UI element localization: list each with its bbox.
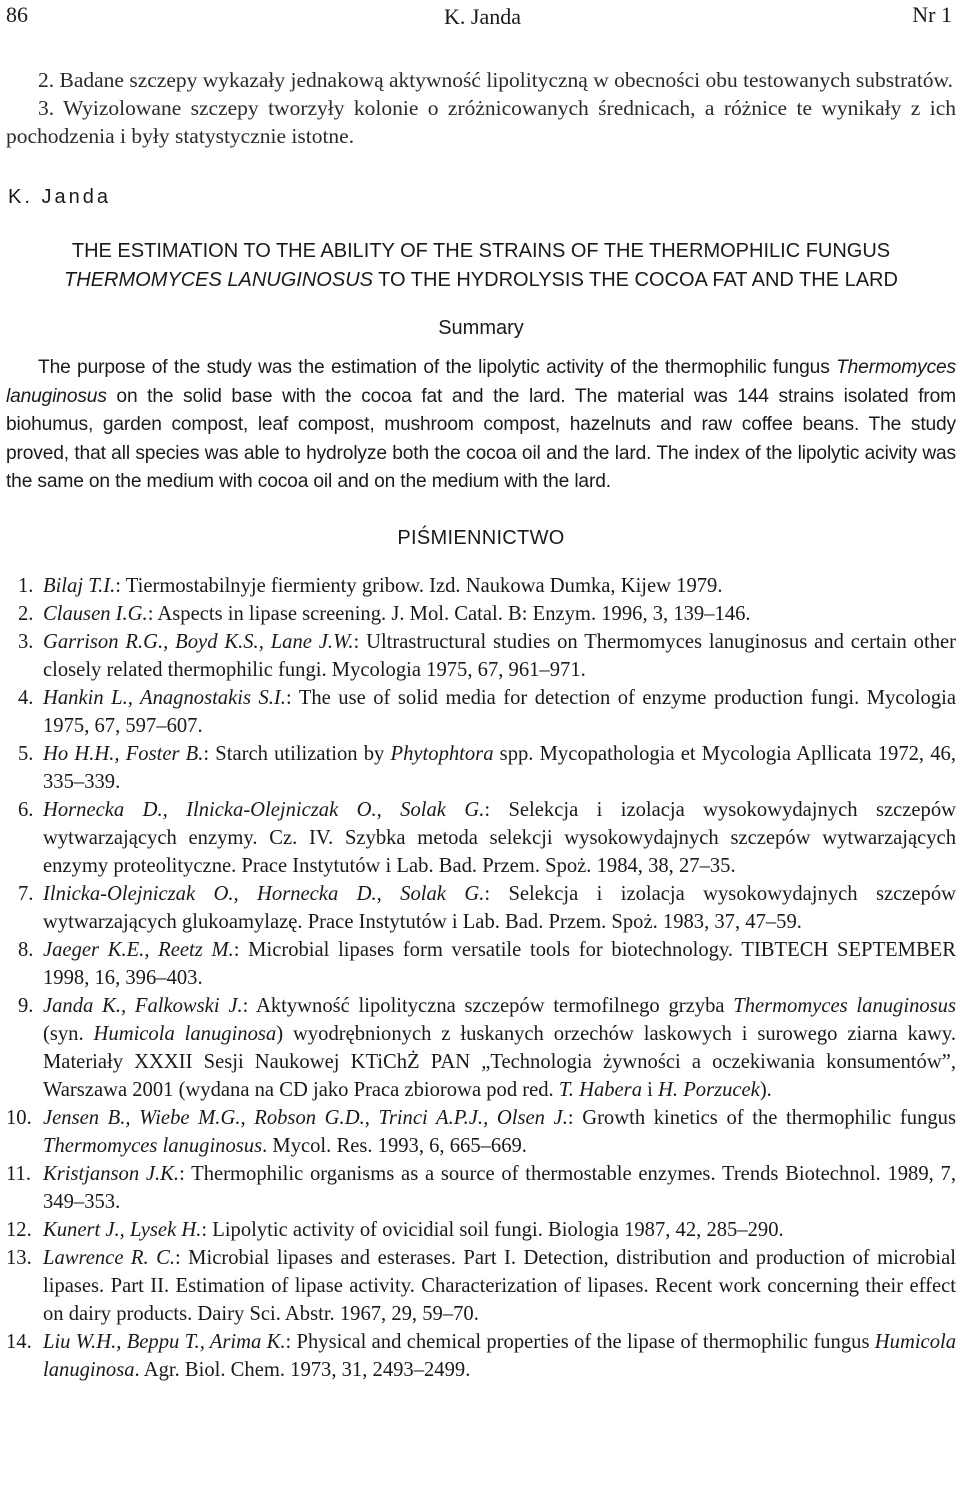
- conclusion-item: 3. Wyizolowane szczepy tworzyły kolonie o zróżnicowanych średnicach, a różnice te wynikały z ich pochodzenia i były statystycznie istotne.: [6, 96, 956, 148]
- reference-item: [6, 740, 956, 796]
- reference-number: 7.: [18, 882, 34, 905]
- reference-italic: Humicola lanuginosa: [43, 1330, 957, 1381]
- reference-italic: Ilnicka-Olejniczak O., Hornecka D., Solak G.: [43, 882, 485, 905]
- reference-italic: Garrison R.G., Boyd K.S., Lane J.W.: [43, 630, 354, 653]
- reference-italic: Lawrence R. C.: [43, 1246, 175, 1269]
- reference-item: [6, 1244, 956, 1328]
- reference-text: : Microbial lipases and esterases. Part I. Detection, distribution and production of microbial lipases. Part II. Estimation of lipase activity. Characterization of lipases. Recent work concerning their effect on dairy products. Dairy Sci. Abstr. 1967, 29, 59–70.: [43, 1246, 956, 1325]
- reference-text: : Microbial lipases form versatile tools for biotechnology. TIBTECH SEPTEMBER 1998, 16, 396–403.: [43, 938, 957, 989]
- reference-text: . Mycol. Res. 1993, 6, 665–669.: [262, 1134, 527, 1157]
- reference-italic: Thermomyces lanuginosus: [733, 994, 956, 1017]
- reference-item: [6, 936, 956, 992]
- reference-number: 6.: [18, 798, 34, 821]
- reference-item: [6, 1216, 956, 1244]
- reference-number: 8.: [18, 938, 34, 961]
- reference-text: : Tiermostabilnyje fiermienty gribow. Izd. Naukowa Dumka, Kijew 1979.: [115, 574, 723, 597]
- reference-number: 12.: [6, 1218, 32, 1241]
- summary-italic: Thermomyces lanuginosus: [6, 357, 956, 407]
- title-text: THE ESTIMATION TO THE ABILITY OF THE STRAINS OF THE THERMOPHILIC FUNGUS: [71, 240, 891, 262]
- reference-text: : Lipolytic activity of ovicidial soil fungi. Biologia 1987, 42, 285–290.: [201, 1218, 784, 1241]
- running-head: K. Janda: [444, 4, 521, 29]
- reference-item: [6, 992, 956, 1104]
- reference-text: : The use of solid media for detection of enzyme production fungi. Mycologia 1975, 67, 597–607.: [43, 686, 957, 737]
- reference-italic: Hornecka D., Ilnicka-Olejniczak O., Solak G.: [43, 798, 485, 821]
- reference-item: [6, 628, 956, 684]
- reference-text: : Ultrastructural studies on Thermomyces lanuginosus and certain other closely related thermophilic fungi. Mycologia 1975, 67, 961–971.: [43, 630, 956, 681]
- reference-number: 5.: [18, 742, 34, 765]
- reference-number: 2.: [18, 602, 34, 625]
- references-list: [6, 572, 956, 1384]
- references-heading: PIŚMIENNICTWO: [397, 526, 565, 549]
- reference-item: [6, 684, 956, 740]
- title-italic: THERMOMYCES LANUGINOSUS: [64, 269, 373, 291]
- reference-number: 11.: [6, 1162, 31, 1185]
- summary-body: [6, 354, 956, 497]
- reference-text: . Agr. Biol. Chem. 1973, 31, 2493–2499.: [134, 1358, 471, 1381]
- title-text: TO THE HYDROLYSIS THE COCOA FAT AND THE LARD: [372, 269, 898, 291]
- reference-text: : Selekcja i izolacja wysokowydajnych szczepów wytwarzających glukoamylazę. Prace Instytutów i Lab. Bad. Przem. Spoż. 1983, 37, 47–59.: [43, 882, 956, 933]
- conclusions: [6, 66, 956, 150]
- reference-number: 3.: [18, 630, 34, 653]
- reference-italic: Jensen B., Wiebe M.G., Robson G.D., Trinci A.P.J., Olsen J.: [43, 1106, 568, 1129]
- english-title: [6, 237, 956, 295]
- reference-item: [6, 1104, 956, 1160]
- reference-italic: Thermomyces lanuginosus: [43, 1134, 263, 1157]
- reference-italic: Janda K., Falkowski J.: [43, 994, 243, 1017]
- summary-text: The purpose of the study was the estimation of the lipolytic activity of the thermophilic fungus: [38, 357, 837, 378]
- reference-item: [6, 1328, 956, 1384]
- reference-text: : Thermophilic organisms as a source of thermostable enzymes. Trends Biotechnol. 1989, 7, 349–353.: [43, 1162, 957, 1213]
- reference-text: : Growth kinetics of the thermophilic fungus: [567, 1106, 956, 1129]
- reference-italic: Kristjanson J.K.: [43, 1162, 180, 1185]
- reference-number: 4.: [18, 686, 34, 709]
- reference-italic: Phytophtora: [390, 742, 494, 765]
- reference-text: i: [642, 1078, 659, 1101]
- reference-italic: Ho H.H., Foster B.: [43, 742, 204, 765]
- summary-text: on the solid base with the cocoa fat and the lard. The material was 144 strains isolated from biohumus, garden compost, leaf compost, mushroom compost, hazelnuts and raw coffee beans. The study proved, that all species was able to hydrolyze both the cocoa oil and the lard. The index of the lipolytic acivity was the same on the medium with cocoa oil and on the medium with the lard.: [6, 385, 956, 493]
- issue-number: Nr 1: [912, 2, 952, 27]
- reference-item: [6, 1160, 956, 1216]
- reference-italic: T. Habera: [558, 1078, 642, 1101]
- reference-text: : Selekcja i izolacja wysokowydajnych szczepów wytwarzających enzymy. Cz. IV. Szybka metoda selekcji wysokowydajnych szczepów wytwarzających enzymy proteolityczne. Prace Instytutów i Lab. Bad. Przem. Spoż. 1984, 38, 27–35.: [43, 798, 956, 877]
- reference-italic: Hankin L., Anagnostakis S.I.: [43, 686, 286, 709]
- page-number: 86: [6, 2, 28, 27]
- reference-item: [6, 572, 956, 600]
- reference-text: : Aktywność lipolityczna szczepów termofilnego grzyba: [242, 994, 734, 1017]
- reference-text: ) wyodrębnionych z łuskanych orzechów laskowych i surowego ziarna kawy. Materiały XXXII Sesji Naukowej KTiChŻ PAN „Technologia żywności a oczekiwania konsumentów”, Warszawa 2001 (wydana na CD jako Praca zbiorowa pod red.: [43, 1022, 956, 1101]
- reference-italic: Jaeger K.E., Reetz M.: [43, 938, 234, 961]
- reference-text: : Aspects in lipase screening. J. Mol. Catal. B: Enzym. 1996, 3, 139–146.: [147, 602, 751, 625]
- reference-text: (syn.: [43, 1022, 94, 1045]
- reference-text: spp. Mycopathologia et Mycologia Apllicata 1972, 46, 335–339.: [43, 742, 956, 793]
- summary-heading: Summary: [438, 317, 524, 339]
- reference-number: 9.: [18, 994, 34, 1017]
- reference-item: [6, 880, 956, 936]
- reference-number: 13.: [6, 1246, 32, 1269]
- reference-text: ).: [759, 1078, 772, 1101]
- reference-italic: Liu W.H., Beppu T., Arima K.: [43, 1330, 286, 1353]
- page-header: [6, 0, 956, 36]
- reference-number: 10.: [6, 1106, 32, 1129]
- reference-item: [6, 796, 956, 880]
- reference-text: : Starch utilization by: [203, 742, 391, 765]
- reference-italic: Clausen I.G.: [43, 602, 148, 625]
- reference-italic: Kunert J., Lysek H.: [43, 1218, 202, 1241]
- reference-italic: H. Porzucek: [658, 1078, 760, 1101]
- reference-item: [6, 600, 956, 628]
- reference-italic: Bilaj T.I.: [43, 574, 116, 597]
- reference-number: 14.: [6, 1330, 32, 1353]
- reference-italic: Humicola lanuginosa: [93, 1022, 277, 1045]
- summary-author: K. Janda: [8, 186, 111, 208]
- conclusion-item: 2. Badane szczepy wykazały jednakową aktywność lipolityczną w obecności obu testowanych substratów.: [38, 68, 954, 92]
- reference-text: : Physical and chemical properties of the lipase of thermophilic fungus: [285, 1330, 875, 1353]
- reference-number: 1.: [18, 574, 34, 597]
